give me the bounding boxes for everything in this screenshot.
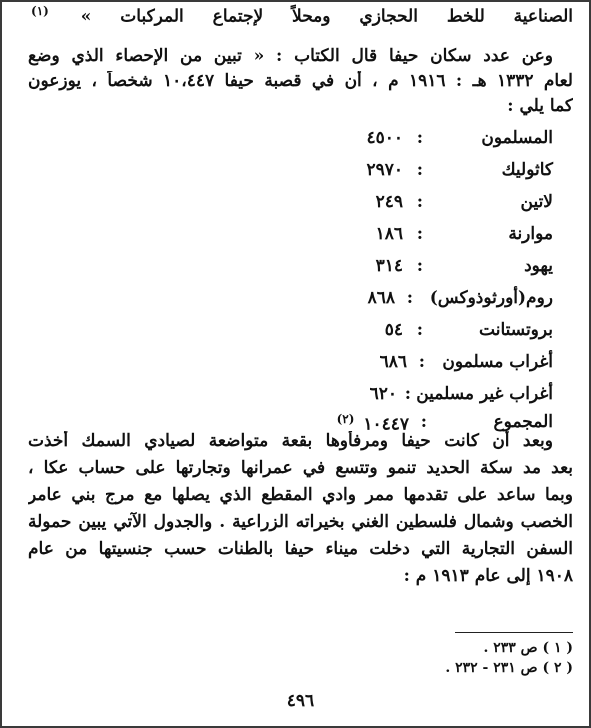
paragraph-line-3: وبما ساعد على تقدمها ممر وادي المقطع الذي يصلها مع مرج بني عامر (28, 485, 573, 505)
population-label: روم(أورثوذوكس) (429, 288, 553, 308)
population-colon: : (416, 256, 423, 276)
paragraph-line-2: بعد مد سكة الحديد تنمو وتتسع في عمرانها وتجارتها على حساب عكا ، (28, 458, 573, 478)
population-row (293, 192, 553, 214)
population-row (293, 224, 553, 246)
footnote-2: ( ٢ ) ص ٢٣١ - ٢٣٢ . (445, 660, 573, 676)
population-colon: : (416, 128, 423, 148)
population-value: ٤٥٠٠ (366, 128, 403, 148)
paragraph-line-6: ١٩٠٨ إلى عام ١٩١٣ م : (403, 566, 573, 586)
text-line-3: لعام ١٣٣٢ هـ : ١٩١٦ م ، أن في قصبة حيفا ١٠،٤٤٧ شخصاً ، يوزعون (28, 71, 573, 91)
footnote-ref-1: (١) (31, 4, 49, 18)
population-colon: : (416, 192, 423, 212)
paragraph-line-1: وبعد أن كانت حيفا ومرفأوها بقعة متواضعة لصيادي السمك أخذت (28, 431, 553, 451)
population-value: ٨٦٨ (367, 288, 395, 308)
population-label: كاثوليك (501, 160, 553, 180)
text-line-1 (28, 4, 573, 27)
paragraph-line-5: السفن التجارية التي دخلت ميناء حيفا بالطنات حسب جنسيتها من عام (28, 539, 573, 559)
population-colon: : (416, 160, 423, 180)
population-label: المسلمون (481, 128, 553, 148)
population-label: بروتستانت (479, 320, 553, 340)
footnote-ref-2: (٢) (336, 412, 355, 426)
population-colon: : (416, 320, 423, 340)
footnote-separator (455, 632, 573, 633)
population-value: ٢٩٧٠ (366, 160, 403, 180)
population-colon: : (406, 288, 413, 308)
population-label: موارنة (508, 224, 553, 244)
text-line-2: وعن عدد سكان حيفا قال الكتاب : « تبين من الإحصاء الذي وضع (28, 46, 553, 66)
population-row (293, 128, 553, 150)
population-value: ٦٨٦ (379, 352, 407, 372)
population-row (293, 160, 553, 182)
population-value: ١٨٦ (375, 224, 403, 244)
population-value: ٥٤ (384, 320, 403, 340)
population-value: ٦٢٠ (369, 384, 397, 404)
paragraph-line-4: الخصب وشمال فلسطين الغني بخيراته الزراعية . والجدول الآتي يبين حمولة (28, 512, 573, 532)
population-colon: : (420, 412, 427, 432)
population-value: ٢٤٩ (375, 192, 403, 212)
population-value: ٣١٤ (375, 256, 403, 276)
document-page (28, 0, 573, 728)
page-number: ٤٩٦ (286, 691, 315, 711)
population-colon: : (404, 384, 411, 404)
population-row (293, 288, 553, 310)
population-colon: : (416, 224, 423, 244)
text-line-4: كما يلي : (507, 96, 573, 116)
population-row (293, 320, 553, 342)
population-row (293, 384, 553, 406)
population-row (293, 352, 553, 374)
population-label: أغراب مسلمون (442, 352, 553, 372)
population-row (293, 256, 553, 278)
population-label: أغراب غير مسلمين (416, 384, 553, 404)
total-value-text: ١٠٤٤٧ (363, 414, 409, 435)
population-total-label: المجموع (493, 412, 553, 432)
population-colon: : (418, 352, 425, 372)
line-1-text: الصناعية للخط الحجازي ومحلاً لإجتماع المركبات » (80, 6, 573, 27)
population-label: يهود (524, 256, 553, 276)
footnote-1: ( ١ ) ص ٢٣٣ . (483, 640, 573, 656)
population-label: لاتين (520, 192, 553, 212)
